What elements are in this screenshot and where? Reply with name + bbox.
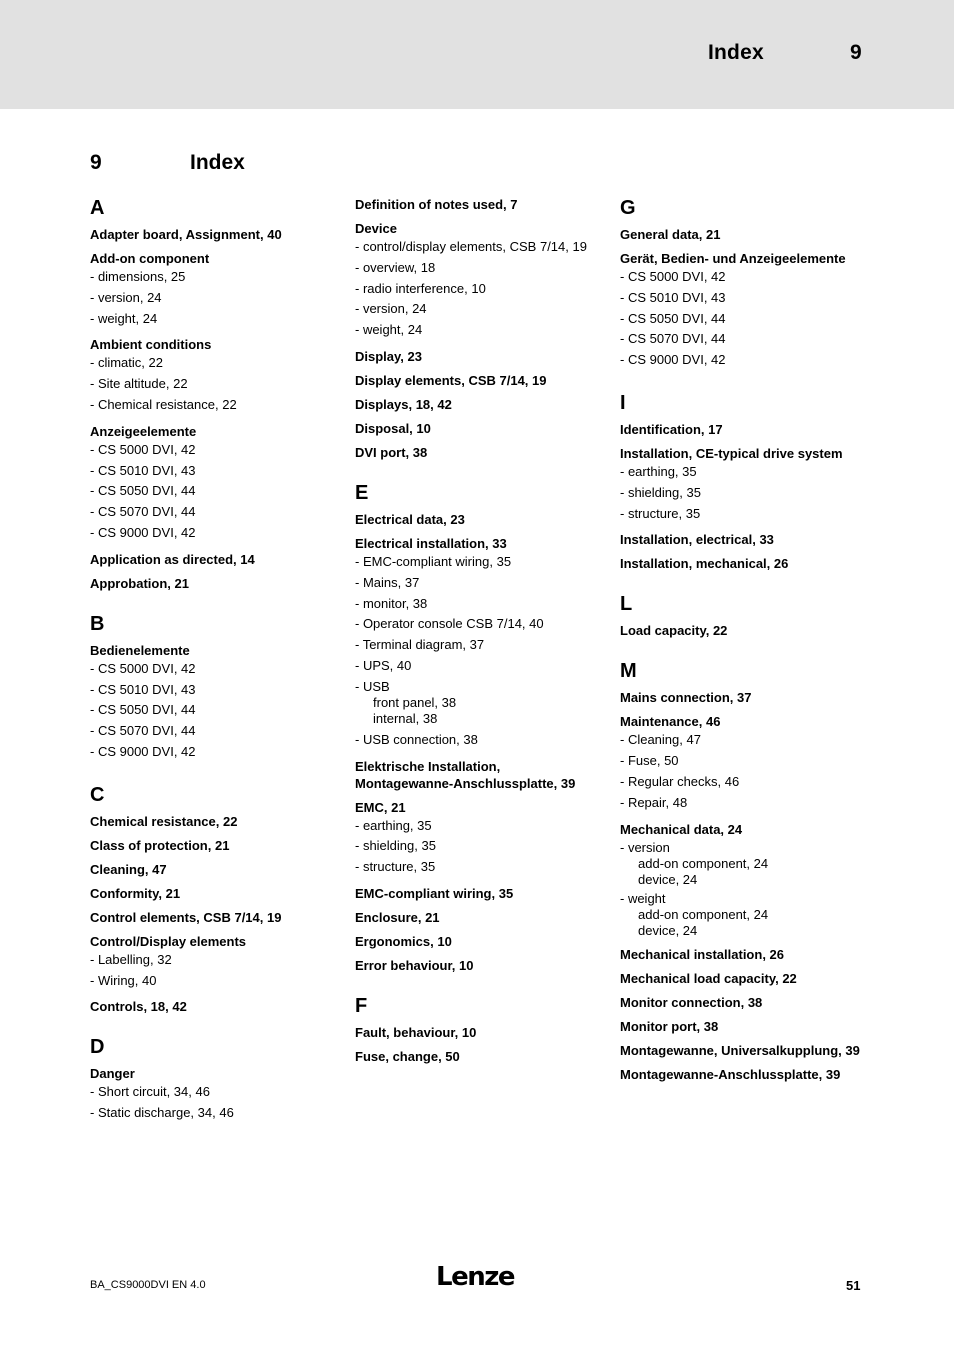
index-entry: [355, 1024, 600, 1041]
index-subentry: - earthing, 35: [355, 817, 432, 833]
header-chapter-number: 9: [850, 41, 862, 64]
index-subentry: - CS 9000 DVI, 42: [90, 524, 196, 540]
index-term: General data, 21: [620, 227, 721, 242]
index-entry: [620, 250, 865, 371]
index-subentry-group: [355, 679, 600, 727]
index-term: Maintenance, 46: [620, 714, 721, 730]
index-subentry: - CS 5010 DVI, 43: [90, 681, 196, 697]
chapter-number: 9: [90, 151, 102, 174]
index-term: Fuse, change, 50: [355, 1048, 460, 1064]
index-term: Adapter board, Assignment, 40: [90, 227, 282, 242]
index-letter-heading: A: [90, 197, 105, 219]
index-entry: [90, 998, 335, 1015]
index-subentry: - CS 5050 DVI, 44: [90, 702, 196, 718]
index-subentry: - dimensions, 25: [90, 269, 186, 284]
index-term: Displays, 18, 42: [355, 396, 452, 412]
index-letter-heading: G: [620, 197, 636, 219]
index-subentry: - weight, 24: [90, 310, 158, 326]
index-term: Load capacity, 22: [620, 623, 728, 639]
index-entry: [90, 933, 335, 992]
index-entry: [355, 535, 600, 751]
index-entry: [90, 226, 335, 243]
index-subentry: - version, 24: [355, 301, 427, 317]
index-entry: [620, 946, 865, 963]
index-subentry: - CS 5050 DVI, 44: [90, 483, 196, 499]
index-subentry: - UPS, 40: [355, 657, 412, 673]
index-subentry: - USB connection, 38: [355, 731, 478, 747]
index-entry: [355, 220, 600, 341]
index-entry: [355, 511, 600, 528]
index-term: Controls, 18, 42: [90, 999, 187, 1015]
index-term: Elektrische Installation, Montagewanne-Anschlussplatte, 39: [355, 758, 576, 791]
index-subentry-group: [620, 840, 865, 888]
index-entry: [90, 1065, 335, 1124]
index-entry: [90, 250, 335, 329]
index-term: Installation, mechanical, 26: [620, 556, 789, 572]
index-entry: [355, 348, 600, 365]
index-entry: [620, 445, 865, 524]
index-term: DVI port, 38: [355, 444, 428, 460]
index-entry: [620, 689, 865, 706]
index-entry: [620, 821, 865, 939]
index-term: Anzeigeelemente: [90, 423, 197, 439]
index-term: Electrical installation, 33: [355, 535, 507, 551]
index-column-1: [90, 196, 335, 1131]
index-subentry: - CS 5010 DVI, 43: [90, 462, 196, 478]
index-term: Montagewanne, Universalkupplung, 39: [620, 1042, 860, 1058]
index-subentry: - CS 5000 DVI, 42: [620, 269, 726, 284]
index-term: Installation, CE-typical drive system: [620, 445, 843, 461]
index-term: EMC-compliant wiring, 35: [355, 885, 514, 901]
index-subsubentry: front panel, 38: [373, 694, 457, 710]
index-letter-heading: L: [620, 593, 633, 616]
index-subentry: - CS 5050 DVI, 44: [620, 310, 726, 326]
index-subentry: - CS 5070 DVI, 44: [620, 331, 726, 347]
index-entry: [620, 622, 865, 639]
index-term: Chemical resistance, 22: [90, 813, 238, 829]
index-entry: [620, 555, 865, 572]
index-entry: [90, 885, 335, 902]
index-letter-heading: B: [90, 612, 105, 635]
index-subentry: - CS 5070 DVI, 44: [90, 504, 196, 520]
index-subentry: - CS 9000 DVI, 42: [620, 352, 726, 368]
index-term: Device: [355, 221, 397, 236]
index-subentry: - radio interference, 10: [355, 280, 486, 296]
index-term: Display, 23: [355, 348, 422, 364]
index-subentry: - version, 24: [90, 289, 162, 305]
index-subentry: - earthing, 35: [620, 463, 697, 479]
index-term: Danger: [90, 1066, 135, 1082]
index-subentry: - Mains, 37: [355, 574, 420, 590]
index-term: Enclosure, 21: [355, 909, 440, 925]
index-entry: [620, 226, 865, 243]
index-subentry: - CS 5070 DVI, 44: [90, 723, 196, 739]
index-term: Add-on component: [90, 251, 210, 266]
index-term: Definition of notes used, 7: [355, 197, 518, 212]
index-entry: [620, 994, 865, 1011]
index-subentry: - climatic, 22: [90, 355, 163, 371]
index-entry: [620, 421, 865, 438]
index-subentry: - control/display elements, CSB 7/14, 19: [355, 239, 587, 254]
index-subentry: - CS 5010 DVI, 43: [620, 289, 726, 305]
index-subentry: - Fuse, 50: [620, 753, 679, 769]
lenze-logo: Lenze: [436, 1262, 514, 1292]
index-subentry: - Regular checks, 46: [620, 773, 740, 789]
index-term: Mechanical installation, 26: [620, 946, 784, 962]
index-term: Control/Display elements: [90, 933, 247, 949]
index-subentry: - shielding, 35: [620, 484, 701, 500]
index-letter-heading: E: [355, 481, 369, 504]
index-entry: [355, 909, 600, 926]
index-term: Monitor port, 38: [620, 1018, 719, 1034]
index-entry: [620, 1042, 865, 1059]
index-subentry: - Chemical resistance, 22: [90, 396, 237, 412]
index-term: Fault, behaviour, 10: [355, 1024, 477, 1040]
document-id: BA_CS9000DVI EN 4.0: [90, 1279, 206, 1291]
index-entry: [355, 372, 600, 389]
index-term: Display elements, CSB 7/14, 19: [355, 372, 547, 388]
index-entry: [90, 642, 335, 763]
index-term: Mains connection, 37: [620, 690, 752, 706]
index-subsubentry: device, 24: [638, 922, 698, 938]
index-subentry: - Static discharge, 34, 46: [90, 1105, 234, 1121]
index-letter-heading: C: [90, 783, 105, 806]
index-subsubentry: internal, 38: [373, 710, 438, 726]
index-term: Disposal, 10: [355, 420, 431, 436]
index-column-2: [355, 196, 600, 1072]
index-entry: [355, 396, 600, 413]
index-letter-heading: F: [355, 994, 368, 1017]
index-subentry: - shielding, 35: [355, 838, 436, 854]
index-subentry: - structure, 35: [620, 505, 701, 521]
index-term: Ergonomics, 10: [355, 933, 452, 949]
index-term: Gerät, Bedien- und Anzeigeelemente: [620, 251, 846, 266]
index-term: Approbation, 21: [90, 575, 189, 591]
index-term: Mechanical data, 24: [620, 821, 743, 837]
index-letter-heading: M: [620, 660, 637, 683]
index-entry: [90, 861, 335, 878]
index-subsubentry: add-on component, 24: [638, 906, 769, 922]
index-subentry: - Repair, 48: [620, 794, 688, 810]
index-subentry: - EMC-compliant wiring, 35: [355, 553, 512, 569]
index-term: Cleaning, 47: [90, 861, 167, 877]
index-term: Conformity, 21: [90, 885, 181, 901]
index-subentry: - Labelling, 32: [90, 951, 172, 967]
index-subentry: - Site altitude, 22: [90, 376, 188, 392]
index-entry: [620, 970, 865, 987]
index-letter-heading: I: [620, 391, 626, 414]
index-subentry: - Operator console CSB 7/14, 40: [355, 616, 544, 632]
index-subentry: - version: [620, 839, 670, 855]
index-term: Mechanical load capacity, 22: [620, 970, 797, 986]
index-subentry: - Terminal diagram, 37: [355, 637, 485, 653]
index-subentry: - CS 5000 DVI, 42: [90, 441, 196, 457]
index-entry: [355, 444, 600, 461]
index-entry: [355, 758, 600, 792]
index-term: Montagewanne-Anschlussplatte, 39: [620, 1066, 841, 1082]
index-entry: [620, 531, 865, 548]
index-entry: [355, 1048, 600, 1065]
index-column-3: [620, 196, 865, 1090]
index-entry: [355, 799, 600, 878]
index-subentry: - Short circuit, 34, 46: [90, 1084, 210, 1100]
index-term: Bedienelemente: [90, 642, 190, 658]
index-entry: [355, 420, 600, 437]
index-term: Class of protection, 21: [90, 837, 230, 853]
header-title: Index: [708, 41, 764, 64]
index-subentry: - Wiring, 40: [90, 972, 157, 988]
index-term: Installation, electrical, 33: [620, 532, 774, 548]
index-subentry-group: [620, 891, 865, 939]
index-subentry: - monitor, 38: [355, 595, 428, 611]
index-entry: [620, 1018, 865, 1035]
index-entry: [90, 837, 335, 854]
page-number: 51: [846, 1278, 861, 1293]
index-entry: [90, 336, 335, 415]
index-entry: [620, 713, 865, 813]
index-entry: [90, 813, 335, 830]
index-entry: [355, 933, 600, 950]
index-entry: [355, 885, 600, 902]
index-entry: [90, 551, 335, 568]
index-entry: [355, 196, 600, 213]
index-entry: [90, 423, 335, 544]
index-subsubentry: add-on component, 24: [638, 855, 769, 871]
index-subentry: - CS 9000 DVI, 42: [90, 743, 196, 759]
index-term: Ambient conditions: [90, 337, 212, 353]
index-term: Monitor connection, 38: [620, 994, 763, 1010]
index-subentry: - Cleaning, 47: [620, 732, 701, 748]
header-band: [0, 0, 954, 109]
index-term: Identification, 17: [620, 421, 723, 437]
index-subentry: - overview, 18: [355, 259, 436, 275]
index-entry: [620, 1066, 865, 1083]
index-entry: [355, 957, 600, 974]
index-entry: [90, 909, 335, 926]
index-letter-heading: D: [90, 1036, 105, 1059]
index-subentry: - structure, 35: [355, 859, 436, 875]
index-subentry: - weight: [620, 890, 666, 906]
index-subentry: - CS 5000 DVI, 42: [90, 660, 196, 676]
index-term: Electrical data, 23: [355, 511, 465, 527]
index-subentry: - USB: [355, 678, 390, 694]
chapter-title: Index: [190, 151, 245, 174]
index-subsubentry: device, 24: [638, 871, 698, 887]
index-term: Application as directed, 14: [90, 551, 255, 567]
index-term: Control elements, CSB 7/14, 19: [90, 909, 282, 925]
index-term: EMC, 21: [355, 799, 406, 815]
index-subentry: - weight, 24: [355, 322, 423, 338]
index-term: Error behaviour, 10: [355, 957, 474, 973]
index-entry: [90, 575, 335, 592]
